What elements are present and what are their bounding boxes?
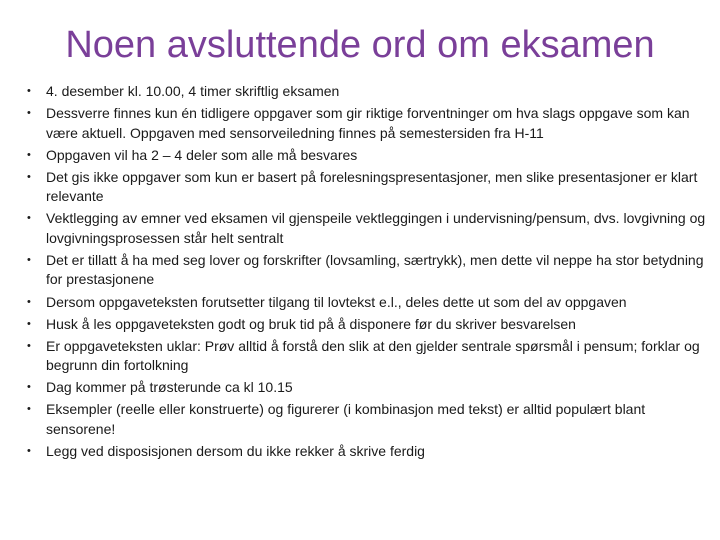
bullet-text: Dessverre finnes kun én tidligere oppgaver som gir riktige forventninger om hva slags oppgave som kan være aktuell. Oppgaven med sensorveiledning finnes på semestersiden fra H-11 bbox=[46, 105, 690, 141]
bullet-text: Husk å les oppgaveteksten godt og bruk tid på å disponere før du skriver besvarelsen bbox=[46, 315, 576, 332]
slide-title: Noen avsluttende ord om eksamen bbox=[65, 24, 655, 66]
bullet-item-3 bbox=[27, 146, 707, 166]
bullet-dot-icon: • bbox=[27, 295, 31, 308]
bullet-dot-icon: • bbox=[27, 148, 31, 161]
bullet-text: Dag kommer på trøsterunde ca kl 10.15 bbox=[46, 379, 293, 396]
bullet-item-7 bbox=[27, 293, 707, 313]
bullet-dot-icon: • bbox=[27, 403, 31, 416]
bullet-item-12 bbox=[27, 442, 707, 462]
bullet-item-11 bbox=[27, 400, 707, 439]
bullet-dot-icon: • bbox=[27, 445, 31, 458]
bullet-text: 4. desember kl. 10.00, 4 timer skriftlig eksamen bbox=[46, 83, 340, 99]
bullet-text: Det er tillatt å ha med seg lover og forskrifter (lovsamling, særtrykk), men dette vil neppe ha stor betydning for prestasjonene bbox=[46, 251, 704, 288]
bullet-item-9 bbox=[27, 337, 707, 376]
bullet-item-8 bbox=[27, 315, 707, 335]
bullet-dot-icon: • bbox=[27, 381, 31, 394]
bullet-text: Vektlegging av emner ved eksamen vil gjenspeile vektleggingen i undervisning/pensum, dvs. lovgivning og lovgivningsprosessen står helt sentralt bbox=[46, 210, 706, 246]
bullet-dot-icon: • bbox=[27, 253, 31, 266]
bullet-list bbox=[27, 82, 707, 464]
bullet-text: Dersom oppgaveteksten forutsetter tilgang til lovtekst e.l., deles dette ut som del av oppgaven bbox=[46, 293, 627, 310]
bullet-item-1 bbox=[27, 82, 707, 102]
bullet-dot-icon: • bbox=[27, 170, 31, 183]
bullet-dot-icon: • bbox=[27, 107, 31, 120]
bullet-text: Legg ved disposisjonen dersom du ikke rekker å skrive ferdig bbox=[46, 443, 425, 460]
bullet-dot-icon: • bbox=[27, 317, 31, 330]
bullet-item-5 bbox=[27, 209, 707, 248]
bullet-text: Det gis ikke oppgaver som kun er basert på forelesningspresentasjoner, men slike presentasjoner er klart relevante bbox=[46, 168, 698, 205]
bullet-dot-icon: • bbox=[27, 339, 31, 352]
bullet-text: Eksempler (reelle eller konstruerte) og figurerer (i kombinasjon med tekst) er alltid populært blant sensorene! bbox=[46, 401, 646, 437]
bullet-item-4 bbox=[27, 168, 707, 207]
bullet-item-2 bbox=[27, 104, 707, 143]
bullet-item-6 bbox=[27, 251, 707, 290]
bullet-dot-icon: • bbox=[27, 85, 31, 97]
bullet-item-10 bbox=[27, 378, 707, 398]
bullet-dot-icon: • bbox=[27, 212, 31, 225]
bullet-text: Oppgaven vil ha 2 – 4 deler som alle må besvares bbox=[46, 146, 358, 163]
bullet-text: Er oppgaveteksten uklar: Prøv alltid å forstå den slik at den gjelder sentrale spørsmål i pensum; forklar og begrunn din fortolkning bbox=[46, 337, 700, 374]
